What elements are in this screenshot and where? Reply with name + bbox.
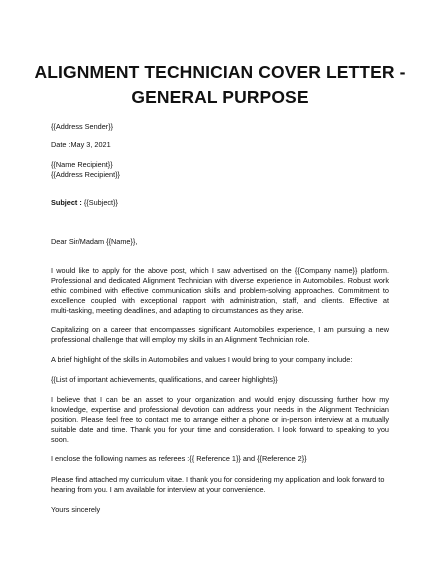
- paragraph-line: Capitalizing on a career that encompasses significant Automobiles experience, I am pursuing a new: [51, 325, 389, 334]
- sender-address: {{Address Sender}}: [51, 122, 114, 131]
- paragraph-line: Professional and dedicated Alignment Technician with diverse experience in Automobiles. Robust work: [51, 276, 389, 285]
- paragraph-line: I enclose the following names as referees :{{ Reference 1}} and {{Reference 2}}: [51, 454, 307, 463]
- paragraph-asset: [51, 395, 389, 445]
- recipient-address: {{Address Recipient}}: [51, 170, 120, 179]
- paragraph-career: [51, 325, 389, 345]
- paragraph-line: Please find attached my curriculum vitae. I thank you for considering my application and look forward to: [51, 475, 385, 484]
- paragraph-skills-intro: [51, 355, 389, 365]
- paragraph-line: soon.: [51, 435, 69, 444]
- subject-value: {{Subject}}: [81, 198, 118, 207]
- paragraph-line: excellence coupled with exceptional rapport with administration, staff, and clients. Effective at: [51, 296, 389, 305]
- paragraph-line: A brief highlight of the skills in Automobiles and values I would bring to your company include:: [51, 355, 353, 364]
- title-line-2: GENERAL PURPOSE: [131, 87, 309, 107]
- salutation: Dear Sir/Madam {{Name}},: [51, 237, 138, 246]
- paragraph-line: position. Please feel free to contact me to arrange either a phone or in-person interview at a mutually: [51, 415, 389, 424]
- paragraph-referees: [51, 454, 389, 464]
- recipient-name: {{Name Recipient}}: [51, 160, 113, 169]
- paragraph-highlights: [51, 375, 389, 385]
- paragraph-intro: [51, 266, 389, 316]
- subject-label: Subject :: [51, 198, 82, 207]
- paragraph-line: multi-tasking, meeting deadlines, and adapting to circumstances as they arise.: [51, 306, 304, 315]
- letter-date: Date :May 3, 2021: [51, 140, 111, 149]
- paragraph-line: ethic combined with effective communication skills and problem-solving approaches. Commitment to: [51, 286, 389, 295]
- document-title: [30, 60, 410, 110]
- paragraph-line: suitable date and time. Thank you for your time and consideration. I look forward to speaking to you: [51, 425, 389, 434]
- paragraph-attachment: [51, 475, 389, 495]
- paragraph-line: knowledge, expertise and professional devotion can address your needs in the Alignment Technician: [51, 405, 389, 414]
- paragraph-line: I would like to apply for the above post, which I saw advertised on the {{Company name}} platform.: [51, 266, 389, 275]
- paragraph-line: I believe that I can be an asset to your organization and would enjoy discussing further how my: [51, 395, 389, 404]
- paragraph-line: hearing from you. I am available for interview at your convenience.: [51, 485, 266, 494]
- title-line-1: ALIGNMENT TECHNICIAN COVER LETTER -: [34, 62, 406, 82]
- paragraph-line: {{List of important achievements, qualifications, and career highlights}}: [51, 375, 278, 384]
- subject-line: [51, 198, 118, 207]
- closing: Yours sincerely: [51, 505, 101, 514]
- paragraph-line: professional challenge that will employ my skills in an Alignment Technician role.: [51, 335, 310, 344]
